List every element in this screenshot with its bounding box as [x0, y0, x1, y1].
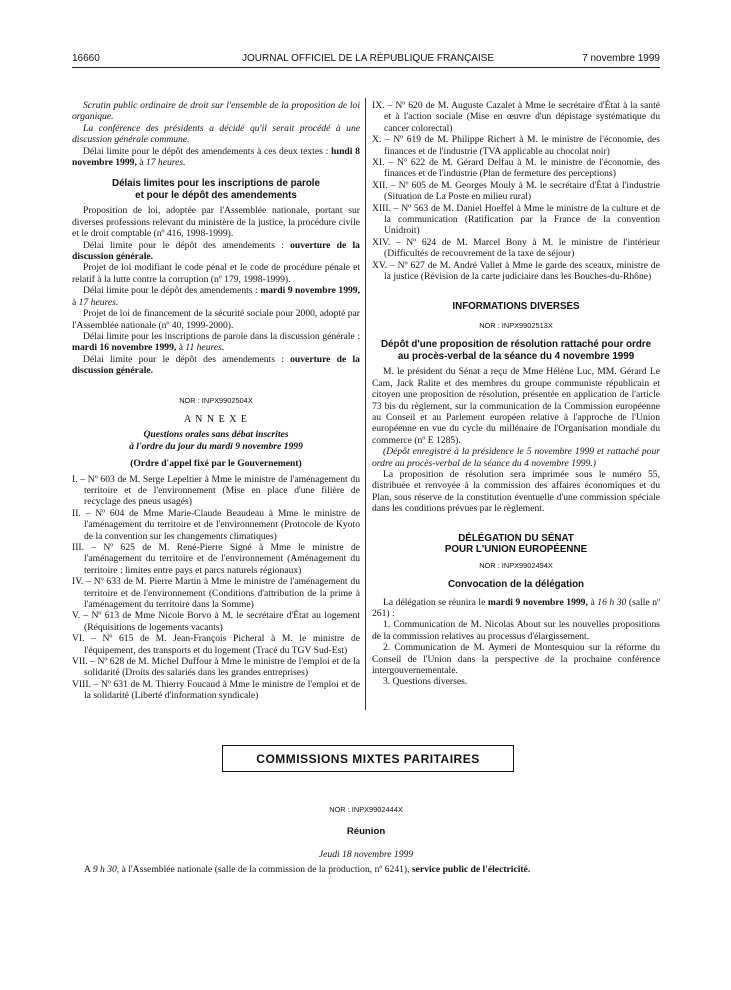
question-item: IV. – Nº 633 de M. Pierre Martin à Mme le ministre de l'aménagement du territoire et de l'environnement (Conditions d'attribution de la prime à l'aménagement du territoire dans la Somme) [72, 576, 360, 611]
question-item: XIV. – Nº 624 de M. Marcel Bony à M. le ministre de l'intérieur (Difficultés de recouvrement de la taxe de séjour) [372, 236, 660, 260]
depot-paragraph: M. le président du Sénat a reçu de Mme Hélène Luc, MM. Gérard Le Cam, Jack Ralite et des membres du groupe communiste républicain et citoyen une proposition de résolution, présentée en application de l'article 73 bis du règlement, sur la communication de la Commission européenne au Conseil et au Parlement européen relative à l'approche de l'Union européenne en vue du cycle du millénaire de l'Organisation mondiale du commerce (nº E 1285). [372, 366, 660, 446]
journal-title: JOURNAL OFFICIEL DE LA RÉPUBLIQUE FRANÇAISE [242, 53, 495, 64]
nor-code: NOR : INPX9902444X [329, 805, 403, 814]
delegation-heading-1: DÉLÉGATION DU SÉNAT [458, 532, 574, 544]
questions-heading-1: Questions orales sans débat inscrites [143, 429, 289, 441]
header-rule [72, 67, 660, 68]
ordre-appel: (Ordre d'appel fixé par le Gouvernement) [130, 458, 302, 470]
prop1-text: Proposition de loi, adoptée par l'Assemblée nationale, portant sur diverses professions relevant du ministère de la justice, la procédure civile et le droit comptable (nº 416, 1998-1999). [72, 205, 360, 240]
page-number: 16660 [72, 53, 100, 64]
depot-note: (Dépôt enregistré à la présidence le 5 novembre 1999 et rattaché pour ordre au procès-verbal de la séance du 4 novembre 1999.) [372, 446, 660, 469]
nor-code: NOR : INPX9902504X [179, 395, 253, 405]
conference-text: La conférence des présidents a décidé qu'il serait procédé à une discussion générale commune. [72, 122, 360, 146]
question-item: XII. – Nº 605 de M. Georges Mouly à M. le secrétaire d'État à l'industrie (Situation de La Poste en milieu rural) [372, 179, 660, 203]
prop1-delai: Délai limite pour le dépôt des amendements : ouverture de la discussion générale. [72, 239, 360, 263]
annexe-heading: A N N E X E [183, 413, 249, 425]
depot-heading-2: au procès-verbal de la séance du 4 novembre 1999 [397, 350, 635, 362]
reunion-line: A 9 h 30, à l'Assemblée nationale (salle de la commission de la production, nº 6241), service public de l'électricité. [84, 864, 531, 875]
delais-heading-1: Délais limites pour les inscriptions de parole [112, 178, 320, 190]
nor-code: NOR : INPX9902513X [479, 321, 553, 330]
commissions-box-title: COMMISSIONS MIXTES PARITAIRES [222, 745, 514, 772]
page-header [72, 53, 660, 67]
column-divider [365, 98, 366, 710]
questions-heading-2: à l'ordre du jour du mardi 9 novembre 1999 [129, 440, 303, 452]
prop2-text: Projet de loi modifiant le code pénal et le code de procédure pénale et relatif à la lutte contre la corruption (nº 179, 1998-1999). [72, 262, 360, 285]
convocation-heading: Convocation de la délégation [447, 579, 585, 591]
prop3-text: Projet de loi de financement de la sécurité sociale pour 2000, adopté par l'Assemblée nationale (nº 40, 1999-2000). [72, 308, 360, 331]
reunion-date: Jeudi 18 novembre 1999 [318, 849, 414, 860]
right-column [372, 100, 660, 688]
convocation-item: 3. Questions diverses. [383, 676, 468, 688]
scrutin-text: Scrutin public ordinaire de droit sur l'ensemble de la proposition de loi organique. [72, 100, 360, 123]
question-item: IX. – Nº 620 de M. Auguste Cazalet à Mme le secrétaire d'État à la santé et à l'action sociale (Mise en œuvre d'un dépistage systématique du cancer colorectal) [372, 100, 660, 134]
question-item: I. – Nº 603 de M. Serge Lepeltier à Mme le ministre de l'aménagement du territoire et de l'environnement (Mise en place d'une filière de recyclage des pneus usagés) [72, 473, 360, 508]
question-item: XIII. – Nº 563 de M. Daniel Hoeffel à Mme le ministre de la culture et de la communication (Ratification par la France de la convention Unidroit) [372, 202, 660, 237]
question-item: V. – Nº 613 de Mme Nicole Borvo à M. le secrétaire d'État au logement (Réquisitions de logements vacants) [72, 610, 360, 633]
delais-heading-2: et pour le dépôt des amendements [135, 189, 297, 201]
convocation-item: 1. Communication de M. Nicolas About sur les nouvelles propositions de la commission relatives au processus d'élargissement. [372, 619, 660, 642]
left-column [72, 100, 360, 702]
question-item: II. – Nº 604 de Mme Marie-Claude Beaudeau à Mme le ministre de l'aménagement du territoire et de l'environnement (Protocole de Kyoto de la convention sur les changements climatiques) [72, 507, 360, 542]
delegation-heading-2: POUR L'UNION EUROPÉENNE [444, 544, 588, 556]
question-item: III. – Nº 625 de M. René-Pierre Signé à Mme le ministre de l'aménagement du territoire et de l'environnement (Aménagement du territoire : limites entre pays et parcs naturels régionaux) [72, 542, 360, 576]
prop3-delai-amendements: Délai limite pour le dépôt des amendements : ouverture de la discussion générale. [72, 353, 360, 377]
issue-date: 7 novembre 1999 [582, 53, 660, 64]
depot-paragraph: La proposition de résolution sera imprimée sous le numéro 55, distribuée et renvoyée à la commission des affaires économiques et du Plan, sous réserve de la constitution éventuelle d'une commission spéciale dans les conditions prévues par le règlement. [372, 469, 660, 515]
delai-text: Délai limite pour le dépôt des amendements à ces deux textes : lundi 8 novembre 1999, à 17 heures. [72, 145, 360, 169]
reunion-heading: Réunion [346, 826, 386, 837]
convocation-item: 2. Communication de M. Aymeri de Montesquiou sur la réforme du Conseil de l'Union dans la perspective de la prochaine conférence intergouvernementale. [372, 642, 660, 677]
question-item: X. – Nº 619 de M. Philippe Richert à M. le ministre de l'économie, des finances et de l'industrie (TVA applicable au chocolat noir) [372, 134, 660, 157]
depot-heading-1: Dépôt d'une proposition de résolution rattaché pour ordre [380, 339, 652, 351]
nor-code: NOR : INPX9902494X [479, 560, 553, 570]
informations-heading: INFORMATIONS DIVERSES [452, 300, 580, 312]
convocation-intro: La délégation se réunira le mardi 9 novembre 1999, à 16 h 30 (salle nº 261) : [372, 596, 661, 619]
prop3-delai-parole: Délai limite pour les inscriptions de parole dans la discussion générale : mardi 16 novembre 1999, à 11 heures. [72, 330, 360, 354]
question-item: VIII. – Nº 631 de M. Thierry Foucaud à Mme le ministre de l'emploi et de la solidarité (Liberté d'information syndicale) [72, 678, 360, 702]
question-item: VII. – Nº 628 de M. Michel Duffour à Mme le ministre de l'emploi et de la solidarité (Droits des salariés dans les grandes entreprises) [72, 656, 360, 679]
prop2-delai: Délai limite pour le dépôt des amendements : mardi 9 novembre 1999, à 17 heures. [72, 285, 360, 308]
question-item: XV. – Nº 627 de M. André Vallet à Mme le garde des sceaux, ministre de la justice (Révision de la carte judiciaire dans les Bouches-du-Rhône) [372, 259, 660, 283]
question-item: XI. – Nº 622 de M. Gérard Delfau à M. le ministre de l'économie, des finances et de l'industrie (Plan de fermeture des perceptions) [372, 157, 660, 180]
question-item: VI. – Nº 615 de M. Jean-François Picheral à M. le ministre de l'équipement, des transports et du logement (Tracé du TGV Sud-Est) [72, 633, 360, 656]
